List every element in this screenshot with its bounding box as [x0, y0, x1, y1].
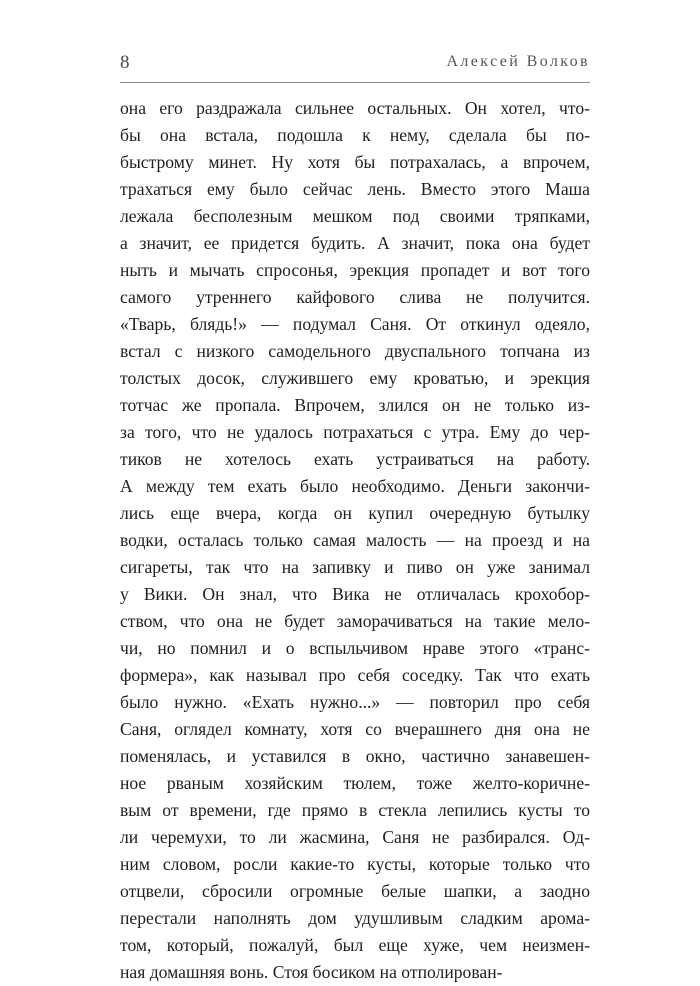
text-line: ством, что она не будет заморачиваться на такие мело- [120, 611, 590, 631]
text-line: тиков не хотелось ехать устраиваться на работу. [120, 449, 590, 469]
text-line: тотчас же пропала. Впрочем, злился он не только из- [120, 395, 590, 415]
text-line: отцвели, сбросили огромные белые шапки, а заодно [120, 881, 590, 901]
text-line: толстых досок, служившего ему кроватью, и эрекция [120, 368, 590, 388]
text-line: трахаться ему было сейчас лень. Вместо этого Маша [120, 179, 590, 199]
text-line: поменялась, и уставился в окно, частично занавешен- [120, 746, 590, 766]
text-line: вым от времени, где прямо в стекла лепились кусты то [120, 800, 590, 820]
text-line: лись еще вчера, когда он купил очередную бутылку [120, 503, 590, 523]
text-line: самого утреннего кайфового слива не получится. [120, 287, 590, 307]
page-header [120, 52, 590, 78]
text-line: бы она встала, подошла к нему, сделала бы по- [120, 125, 590, 145]
text-line: она его раздражала сильнее остальных. Он хотел, что- [120, 98, 590, 118]
text-line: «Тварь, блядь!» — подумал Саня. От откинул одеяло, [120, 314, 590, 334]
text-line: быстрому минет. Ну хотя бы потрахалась, а впрочем, [120, 152, 590, 172]
text-line: встал с низкого самодельного двуспального топчана из [120, 341, 590, 361]
text-line: А между тем ехать было необходимо. Деньги закончи- [120, 476, 590, 496]
text-line: у Вики. Он знал, что Вика не отличалась крохобор- [120, 584, 590, 604]
running-title-author: Алексей Волков [446, 53, 590, 70]
text-line: ныть и мычать спросонья, эрекция пропадет и вот того [120, 260, 590, 280]
text-line: том, который, пожалуй, был еще хуже, чем неизмен- [120, 935, 590, 955]
text-line: ли черемухи, то ли жасмина, Саня не разбирался. Од- [120, 827, 590, 847]
page-number: 8 [120, 52, 130, 73]
body-text [120, 95, 590, 986]
text-line: сигареты, так что на запивку и пиво он уже занимал [120, 557, 590, 577]
text-line: ная домашняя вонь. Стоя босиком на отполирован- [120, 962, 503, 982]
text-line: формера», как называл про себя соседку. Так что ехать [120, 665, 590, 685]
text-line: а значит, ее придется будить. А значит, пока она будет [120, 233, 590, 253]
text-line: ное рваным хозяйским тюлем, тоже желто-коричне- [120, 773, 590, 793]
text-line: за того, что не удалось потрахаться с утра. Ему до чер- [120, 422, 590, 442]
text-line: ним словом, росли какие-то кусты, которые только что [120, 854, 590, 874]
text-line: водки, осталась только самая малость — на проезд и на [120, 530, 590, 550]
text-line: перестали наполнять дом удушливым сладким арома- [120, 908, 590, 928]
text-line: чи, но помнил и о вспыльчивом нраве этого «транс- [120, 638, 590, 658]
text-line: было нужно. «Ехать нужно...» — повторил про себя [120, 692, 590, 712]
text-line: лежала бесполезным мешком под своими тряпками, [120, 206, 590, 226]
text-line: Саня, оглядел комнату, хотя со вчерашнего дня она не [120, 719, 590, 739]
header-divider [120, 82, 590, 83]
